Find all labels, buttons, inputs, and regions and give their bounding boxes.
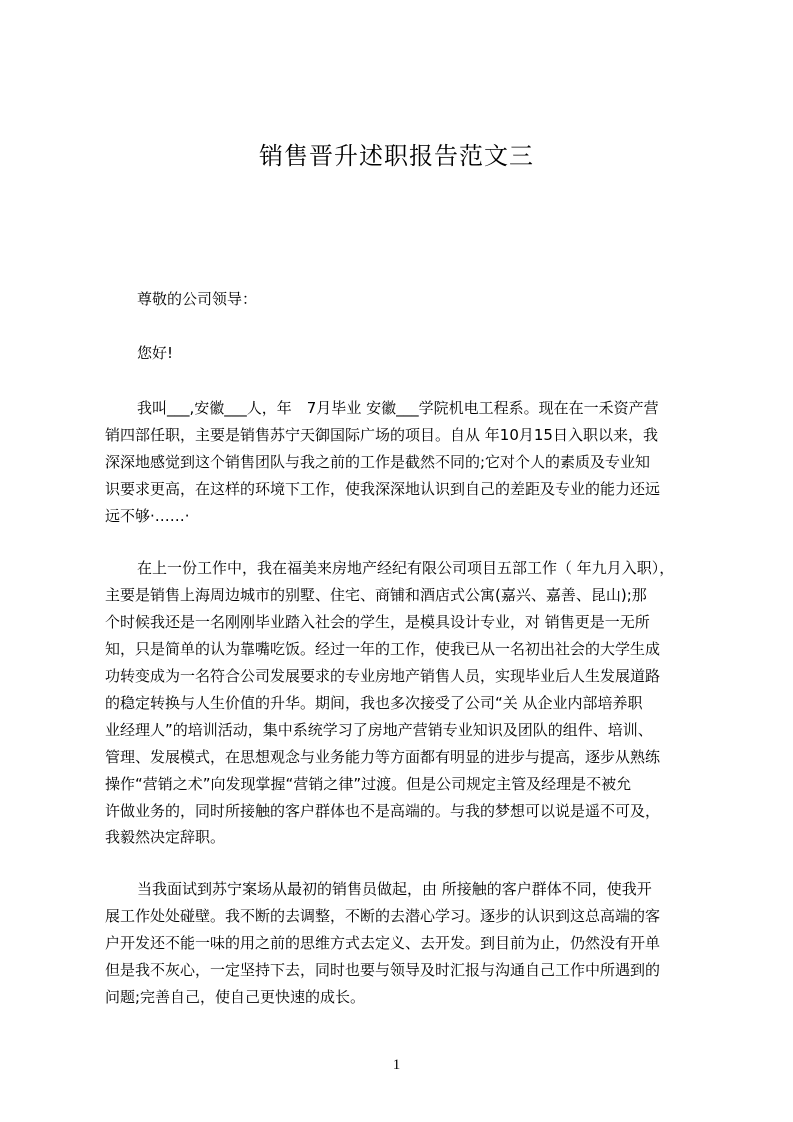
paragraph-2-line: 主要是销售上海周边城市的别墅、住宅、商铺和酒店式公寓(嘉兴、嘉善、昆山);那	[105, 586, 647, 604]
paragraph-2-line: 知，只是简单的认为靠嘴吃饭。经过一年的工作，使我已从一名初出社会的大学生成	[105, 640, 661, 658]
paragraph-2-line: 业经理人”的培训活动，集中系统学习了房地产营销专业知识及团队的组件、培训、	[105, 721, 653, 739]
paragraph-2-line: 许做业务的，同时所接触的客户群体也不是高端的。与我的梦想可以说是遥不可及，	[105, 802, 661, 820]
paragraph-2-line: 操作“营销之术”向发现掌握“营销之律”过渡。但是公司规定主管及经理是不被允	[105, 775, 632, 793]
paragraph-3-line: 但是我不灰心，一定坚持下去，同时也要与领导及时汇报与沟通自己工作中所遇到的	[105, 961, 661, 979]
salutation: 尊敬的公司领导：	[137, 290, 258, 308]
paragraph-1-line: 远不够·……·	[105, 507, 190, 525]
paragraph-2-line: 个时候我还是一名刚刚毕业踏入社会的学生，是模具设计专业，对 销售更是一无所	[105, 613, 650, 631]
paragraph-2-line: 管理、发展模式，在思想观念与业务能力等方面都有明显的进步与提高，逐步从熟练	[105, 748, 661, 766]
greeting: 您好!	[137, 344, 174, 362]
paragraph-3-line: 问题;完善自己，使自己更快速的成长。	[105, 988, 366, 1006]
paragraph-2-line: 我毅然决定辞职。	[105, 828, 226, 846]
paragraph-1-line: 深深地感觉到这个销售团队与我之前的工作是截然不同的;它对个人的素质及专业知	[105, 453, 651, 471]
paragraph-1-line: 我叫___,安徽___人，年 7月毕业 安徽___学院机电工程系。现在在一禾资产营	[137, 399, 659, 417]
paragraph-3-line: 展工作处处碰壁。我不断的去调整，不断的去潜心学习。逐步的认识到这总高端的客	[105, 907, 661, 925]
document-title: 销售晋升述职报告范文三	[259, 142, 534, 170]
paragraph-3-line: 户开发还不能一味的用之前的思维方式去定义、去开发。到目前为止，仍然没有开单	[105, 934, 661, 952]
paragraph-2-line: 在上一份工作中，我在福美来房地产经纪有限公司项目五部工作（ 年九月入职），	[137, 559, 675, 577]
paragraph-2-line: 功转变成为一名符合公司发展要求的专业房地产销售人员，实现毕业后人生发展道路	[105, 667, 661, 685]
paragraph-2-line: 的稳定转换与人生价值的升华。期间，我也多次接受了公司“关 从企业内部培养职	[105, 694, 643, 712]
paragraph-1-line: 销四部任职，主要是销售苏宁天御国际广场的项目。自从 年10月15日入职以来，我	[105, 426, 658, 444]
paragraph-1-line: 识要求更高，在这样的环境下工作，使我深深地认识到自己的差距及专业的能力还远	[105, 480, 661, 498]
paragraph-3-line: 当我面试到苏宁案场从最初的销售员做起，由 所接触的客户群体不同，使我开	[137, 880, 652, 898]
page-number: 1	[392, 1057, 401, 1073]
